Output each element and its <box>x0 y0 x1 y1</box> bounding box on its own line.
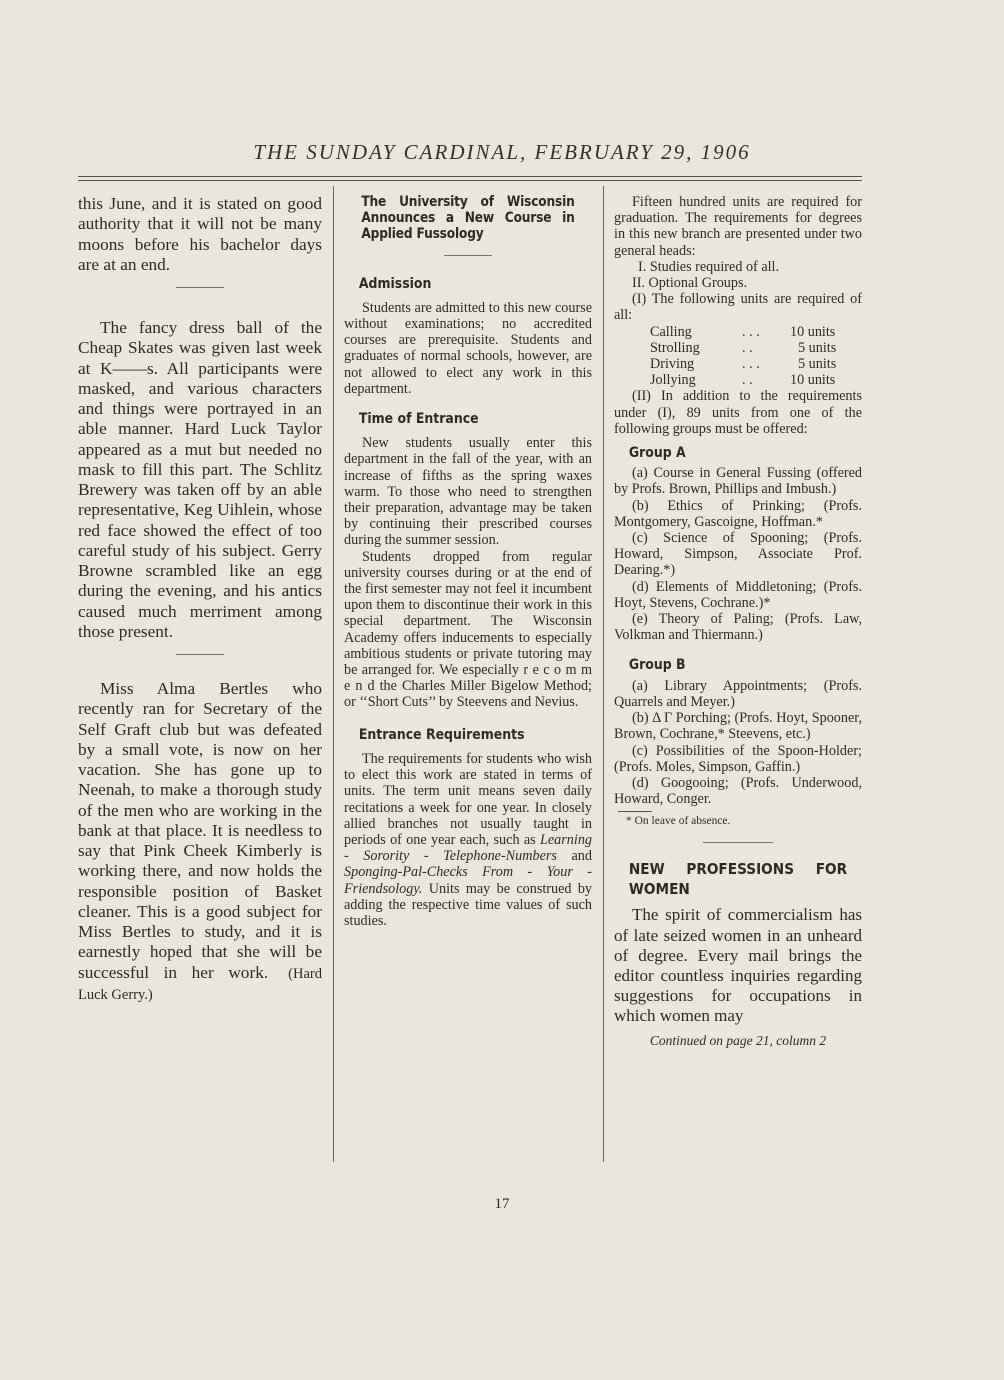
left-paragraph-1: this June, and it is stated on good authority that it will not be many moons before his bachelor days are at an end. <box>78 194 322 274</box>
group-b-item: (b) Δ Γ Porching; (Profs. Hoyt, Spooner, Brown, Cochrane,* Steevens, etc.) <box>614 710 862 743</box>
continued-notice: Continued on page 21, column 2 <box>649 1032 827 1048</box>
requirements-course-2: Sponging-Pal-Checks From - Your - Friendsology. <box>344 864 592 897</box>
header-rule-top <box>78 176 862 177</box>
left-paragraph-3 <box>78 679 322 1005</box>
title-divider <box>444 255 492 256</box>
requirements-and: and <box>571 848 592 865</box>
optional-groups-intro: (II) In addition to the requirements under (I), 89 units from one of the following groups must be offered: <box>614 388 862 437</box>
time-of-entrance-text-1: New students usually enter this department in the fall of the year, with an increase of fifths as the spring waxes warm. To those who need to strengthen their preparation, advantage may be taken by continuing their prescribed courses during the summer session. <box>344 435 592 549</box>
author-signature: (Hard Luck Gerry.) <box>78 965 322 1003</box>
section-divider <box>176 287 224 288</box>
admission-text: Students are admitted to this new course without examinations; no accredited courses are prerequisite. Students and graduates of normal schools, however, are not allowed to elect any work in this department. <box>344 299 592 397</box>
general-head-1: I. Studies required of all. <box>638 258 780 275</box>
group-a-item: (c) Science of Spooning; (Profs. Howard, Simpson, Associate Prof. Dearing.*) <box>614 530 862 579</box>
running-head: THE SUNDAY CARDINAL, FEBRUARY 29, 1906 <box>253 140 751 164</box>
units-row <box>614 324 862 340</box>
graduation-intro: Fifteen hundred units are required for graduation. The requirements for degrees in this new branch are presented under two general heads: <box>614 194 862 259</box>
left-paragraph-3-text: Miss Alma Bertles who recently ran for Secretary of the Self Graft club but was defeated by a small vote, is now on her vacation. She has gone up to Neenah, to make a thorough study of the men who are working in the bank at that place. It is needless to say that Pink Cheek Kimberly is working there, and now holds the responsible position of Basket cleaner. This is a good subject for Miss Bertles to study, and it is earnestly hoped that she will be successful in her work. <box>78 679 322 982</box>
unit-name: Jollying <box>650 372 696 389</box>
requirements-text-a: The requirements for students who wish to elect this work are stated in terms of units. The term unit means seven daily recitations a week for one year. In closely allied branches not usually taught in periods of one year each, such as <box>344 750 592 848</box>
new-professions-text: The spirit of commercialism has of late seized women in an unheard of degree. Every mail brings the editor countless inquiries regarding suggestions for occupations in which women may <box>614 905 862 1026</box>
admission-heading: Admission <box>358 275 432 292</box>
unit-dots: . . . <box>742 356 760 373</box>
page-number: 17 <box>494 1196 510 1212</box>
group-b-item: (a) Library Appointments; (Profs. Quarrels and Meyer.) <box>614 677 862 710</box>
unit-name: Strolling <box>650 339 700 356</box>
column-divider-left <box>333 186 334 1162</box>
unit-value: 10 units <box>790 372 836 389</box>
unit-dots: . . . <box>742 323 760 340</box>
requirements-text-b: Units may be construed by adding the respective time values of such studies. <box>344 880 593 929</box>
required-of-all: (I) The following units are required of all: <box>614 291 862 324</box>
group-a-item: (a) Course in General Fussing (offered by Profs. Brown, Phillips and Imbush.) <box>614 465 862 498</box>
header-rule-bottom <box>78 180 862 181</box>
middle-column <box>344 194 592 929</box>
entrance-requirements-heading: Entrance Requirements <box>358 726 525 743</box>
unit-value: 5 units <box>798 356 837 373</box>
section-divider <box>703 842 773 843</box>
unit-dots: . . <box>742 339 753 356</box>
unit-name: Calling <box>650 323 692 340</box>
new-professions-body <box>614 905 862 1026</box>
group-a-item: (d) Elements of Middletoning; (Profs. Hoyt, Stevens, Cochrane.)* <box>614 578 862 611</box>
units-row <box>614 356 862 372</box>
group-b-item: (c) Possibilities of the Spoon-Holder; (Profs. Moles, Simpson, Gaffin.) <box>614 742 862 775</box>
entrance-requirements-text <box>344 751 592 929</box>
unit-name: Driving <box>650 356 695 373</box>
group-a-item: (e) Theory of Paling; (Profs. Law, Volkman and Thiermann.) <box>614 611 862 644</box>
group-a-item: (b) Ethics of Prinking; (Profs. Montgomery, Gascoigne, Hoffman.* <box>614 497 862 530</box>
left-paragraph-2: The fancy dress ball of the Cheap Skates was given last week at K——s. All participants were masked, and various characters and things were portrayed in an able manner. Hard Luck Taylor appeared as a mut but needed no mask to fill this part. The Schlitz Brewery was taken off by an able representative, Keg Uihlein, whose red face showed the effect of too careful study of his subject. Gerry Browne scrambled like an egg during the evening, and his antics caused much merriment among those present. <box>78 318 322 641</box>
units-row <box>614 372 862 388</box>
right-column <box>614 194 862 1049</box>
footnote-rule <box>618 811 652 812</box>
group-b-heading: Group B <box>628 657 686 674</box>
unit-value: 5 units <box>798 339 837 356</box>
unit-dots: . . <box>742 372 753 389</box>
section-divider <box>176 654 224 655</box>
column-divider-right <box>603 186 604 1162</box>
group-a-heading: Group A <box>628 445 686 462</box>
time-of-entrance-heading: Time of Entrance <box>358 411 479 428</box>
footnote: * On leave of absence. <box>626 815 731 828</box>
group-b-item: (d) Googooing; (Profs. Underwood, Howard, Conger. <box>614 774 862 808</box>
units-table <box>614 324 862 389</box>
requirements-course-1: Learning - Sorority - Telephone-Numbers <box>344 831 593 865</box>
unit-value: 10 units <box>790 323 836 340</box>
left-column <box>78 194 322 1005</box>
units-row <box>614 340 862 356</box>
general-head-2: II. Optional Groups. <box>632 275 748 292</box>
new-professions-heading: NEW PROFESSIONS FOR WOMEN <box>628 860 848 899</box>
article-title: The University of Wisconsin Announces a New Course in Applied Fussology <box>361 194 575 243</box>
time-of-entrance-text-2: Students dropped from regular university courses during or at the end of the first semester may not feel it incumbent upon them to discontinue their work in this special department. The Wisconsin Academy offers inducements to especially ambitious students or private tutoring may be arranged for. We especially r e c o m m e n d the Charles Miller Bigelow Method; or ‘‘Short Cuts’’ by Steevens and Nevius. <box>344 548 592 711</box>
